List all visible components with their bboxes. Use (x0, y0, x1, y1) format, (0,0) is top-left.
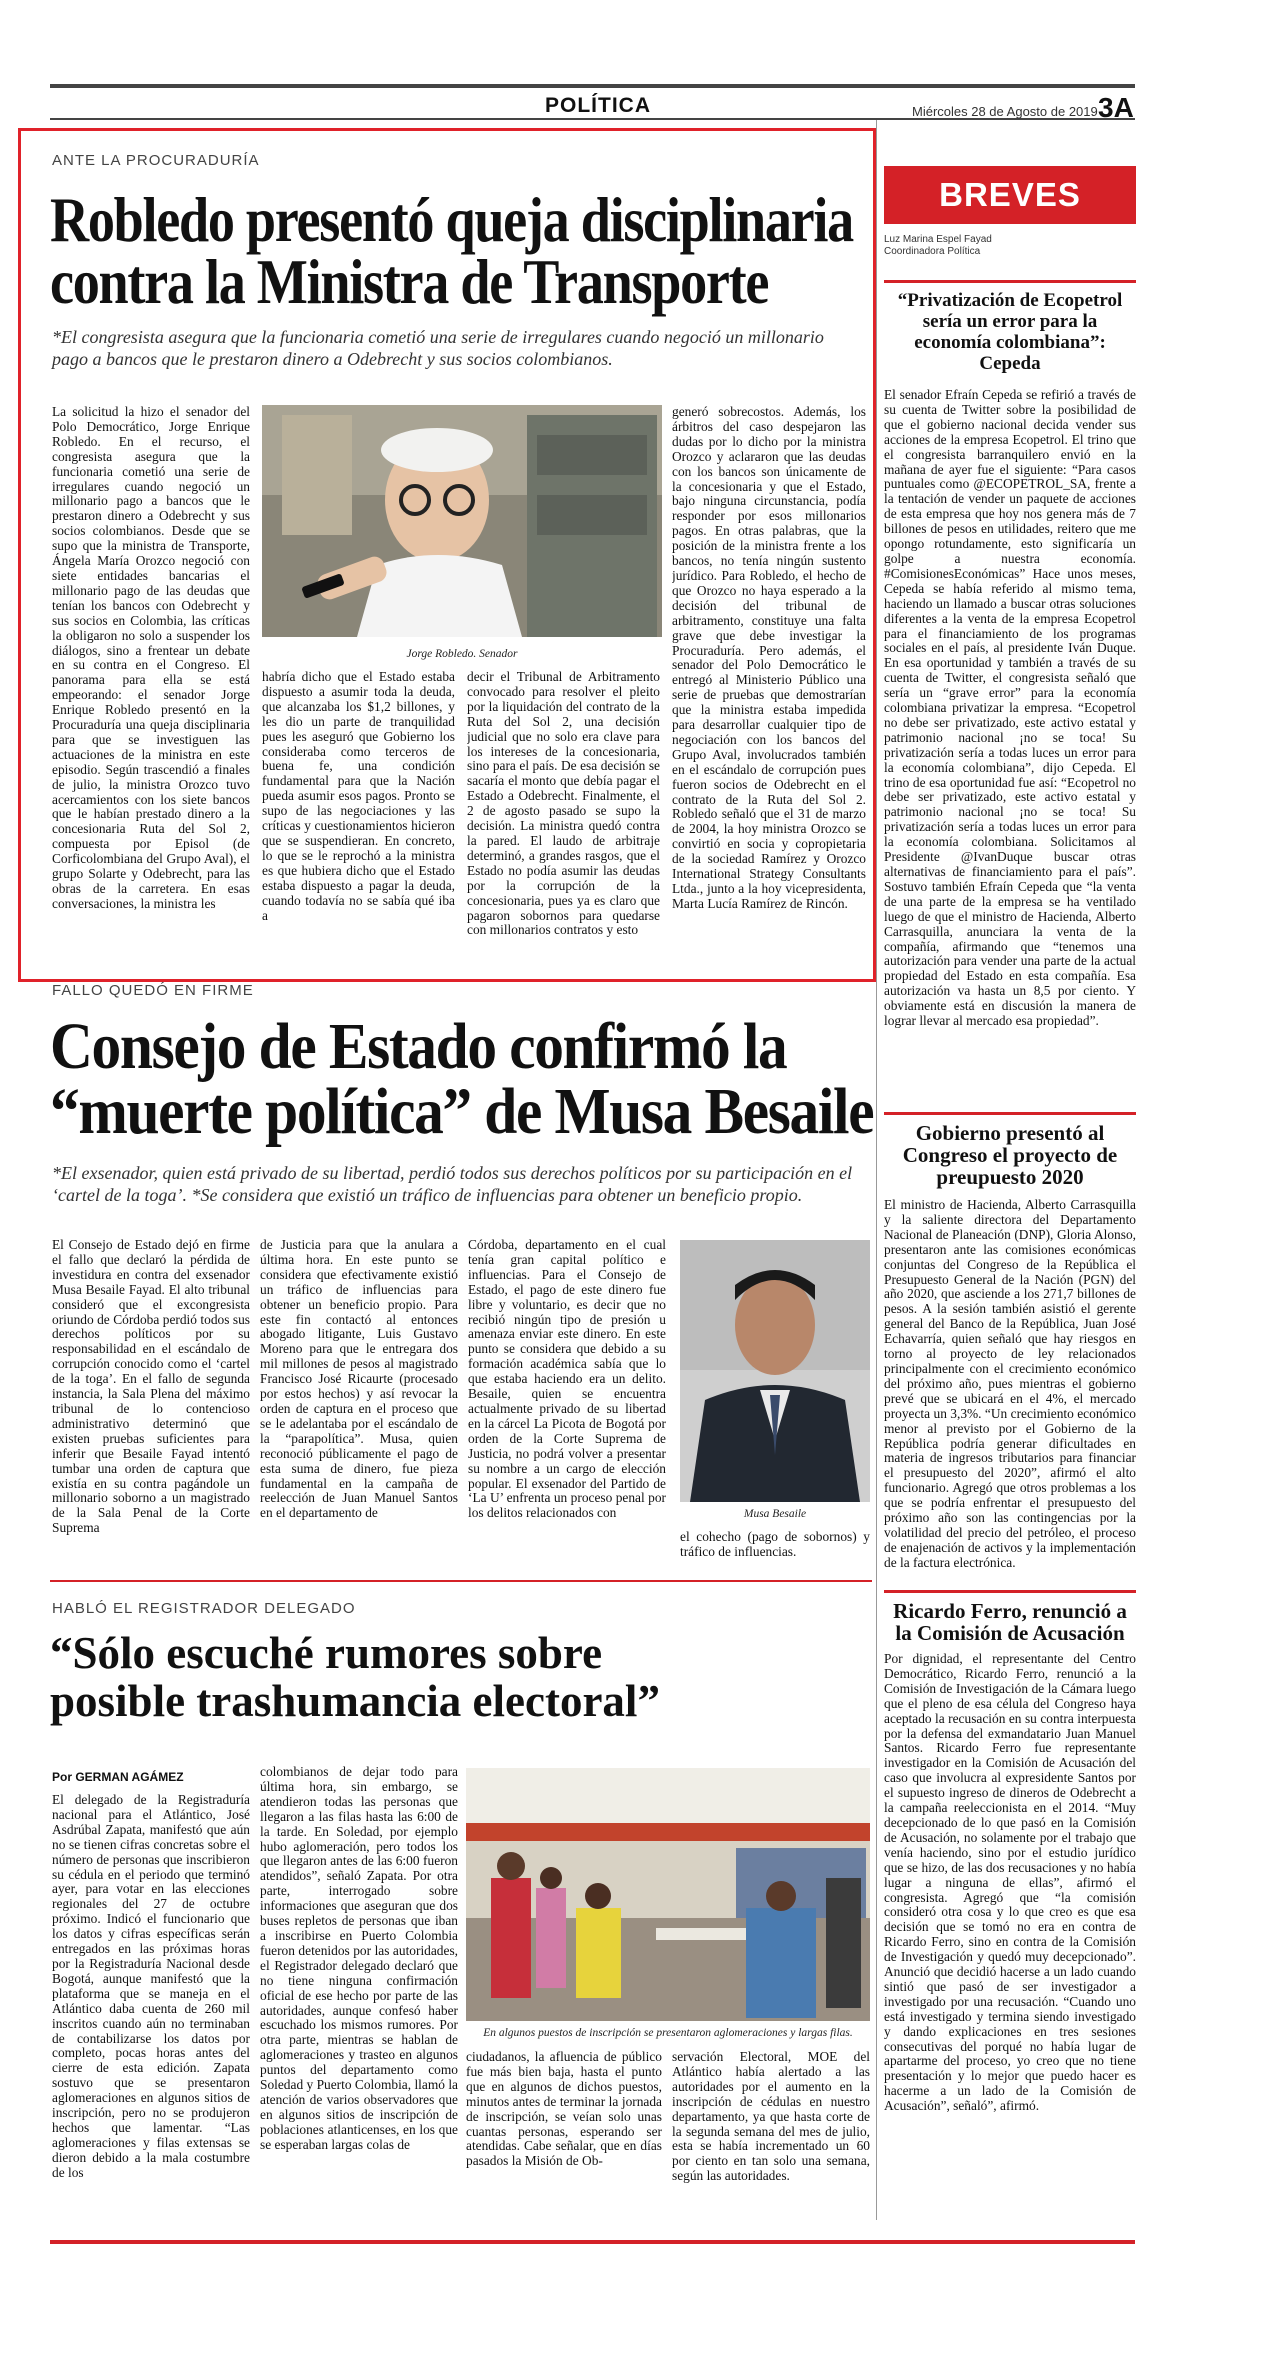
top-rule (50, 84, 1135, 88)
article2-col3: Córdoba, departamento en el cual tenía gran capital político e influencias. Para el Consejo de Estado, el pago de este dinero fue libre y voluntario, es decir que no recibió ningún tipo de presión u amenaza enviar este dinero. En este punto se considera que debido a su formación académica sabía que lo que estaba haciendo era un delito. Besaile, quien se encuentra actualmente privado de su libertad en la cárcel La Picota de Bogotá por orden de la Corte Suprema de Justicia, no podrá volver a presentar su nombre a un cargo de elección popular. El exsenador del Partido de ‘La U’ enfrenta un proceso penal por los delitos relacionados con (468, 1238, 666, 1521)
article2-bottom-rule (50, 1580, 872, 1582)
article2-kicker: FALLO QUEDÓ EN FIRME (52, 982, 254, 999)
bottom-rule (50, 2240, 1135, 2244)
article2-deck: *El exsenador, quien está privado de su libertad, perdió todos sus derechos políticos por su participación en el ‘cartel de la toga’. *Se considera que existió un tráfico de influencias para obtener un beneficio propio. (52, 1163, 853, 1205)
sidebar-rule-2 (884, 1112, 1136, 1115)
section-name: POLÍTICA (545, 94, 651, 117)
besaile-photo (680, 1240, 870, 1502)
brief2-title: Gobierno presentó al Congreso el proyecto de preupuesto 2020 (902, 1121, 1118, 1189)
brief3-title: Ricardo Ferro, renunció a la Comisión de Acusación (893, 1599, 1127, 1645)
registration-queue-photo (466, 1768, 870, 2021)
article1-photo (262, 405, 662, 637)
sidebar-credit-name: Luz Marina Espel Fayad (884, 234, 992, 245)
brief1-body: El senador Efraín Cepeda se refirió a través de su cuenta de Twitter sobre la posibilidad de que el gobierno nacional decida vender sus acciones de la empresa Ecopetrol. El trino que el congresista barranquilero envió en la mañana de ayer fue el siguiente: “Para casos puntuales como @ECOPETROL_SA, frente a la tentación de vender un paquete de acciones de esta empresa que hoy nos genera más de 7 billones de pesos en utilidades, reitero que me opongo rotundamente, esto significaría un golpe a nuestra economía. #ComisionesEconómicas” Hace unos meses, Cepeda se había referido al mismo tema, haciendo un llamado a buscar otras soluciones diferentes a la venta de la empresa Ecopetrol para el financiamiento de los programas sociales en el país, al presidente Iván Duque. En esa oportunidad y también a través de su cuenta de Twitter, el congresista señaló que sería un “grave error” para la economía colombiana privatizar la empresa. “Ecopetrol no debe ser privatizado, este activo estatal y patrimonio nacional ¡no se toca! Su privatización sería a todas luces un error para la economía colombiana”, dijo Cepeda. El trino de esa oportunidad fue así: “Ecopetrol no debe ser privatizado, este activo estatal y patrimonio nacional ¡no se toca! Su privatización sería a todas luces un error para la economía colombiana. Solicitamos al Presidente @IvanDuque buscar otras alternativas de financiamiento para el país”. Sostuvo también Efraín Cepeda que “la venta de una parte de la empresa se ha ventilado luego de que el ministro de Hacienda, Alberto Carrasquilla, anunciara la venta de la compañía, afirmando que “tenemos una autorización para vender una parte de la actual propiedad del Estado en esta compañía. Esa autorización va hasta un 8,5 por ciento. Y obviamente está en discusión la manera de lograr llevar al mercado esa propiedad”. (884, 388, 1136, 1029)
article1-photo-caption: Jorge Robledo. Senador (406, 648, 518, 660)
brief1-title: “Privatización de Ecopetrol sería un error para la economía colombiana”: Cepeda (897, 290, 1123, 374)
article2-col4: el cohecho (pago de sobornos) y tráfico de influencias. (680, 1530, 870, 1559)
article1-col4: generó sobrecostos. Además, los árbitros del caso despejaron las dudas por lo dicho por la ministra Orozco y aclararon que las deudas con los bancos son únicamente de la concesionaria y que el Estado, bajo ninguna circunstancia, podía responder por esos millonarios pagos. En otras palabras, que la posición de la ministra frente a los bancos, no tenía ningún sustento jurídico. Para Robledo, el hecho de que Orozco no haya esperado a la decisión del tribunal de arbitramento, constituye una falta grave que debe investigar la Procuraduría. Pero además, el senador del Polo Democrático le entregó al Ministerio Público una serie de pruebas que demostrarían que la ministra estaba impedida para desarrollar cualquier tipo de negociación con los bancos del Grupo Aval, involucrados también en el escándalo de corrupción pues fueron socios de Odebrecht en el contrato de la Ruta del Sol 2. Robledo señaló que el 31 de marzo de 2004, la hoy ministra Orozco se convirtió en socia y copropietaria de la sociedad Ramírez y Orozco International Strategy Consultants Ltda., junto a la hoy vicepresidenta, Marta Lucía Ramírez de Rincón. (672, 405, 866, 911)
article2-col1: El Consejo de Estado dejó en firme el fallo que declaró la pérdida de investidura en contra del exsenador Musa Besaile Fayad. El alto tribunal consideró que el excongresista oriundo de Córdoba perdió todos sus derechos políticos por su responsabilidad en el escándalo de corrupción conocido como el ‘cartel de la toga’. En el fallo de segunda instancia, la Sala Plena del máximo tribunal de lo contencioso administrativo determinó que existen pruebas suficientes para inferir que Besaile Fayad intentó tumbar una orden de captura que existía en su contra pagándole un millonario soborno a un magistrado de la Sala Penal de la Corte Suprema (52, 1238, 250, 1536)
article3-byline: Por GERMAN AGÁMEZ (52, 1770, 184, 1784)
breves-banner: BREVES (884, 166, 1136, 224)
article2-headline-line2: “muerte política” de Musa Besaile (50, 1075, 874, 1148)
article2-photo (680, 1240, 870, 1502)
article2-col2: de Justicia para que la anulara a última hora. En este punto se considera que efectivamente existió un tráfico de influencias para obtener un beneficio propio. Para este fin contactó al entonces abogado litigante, Luis Gustavo Moreno para que le entregara dos mil millones de pesos al magistrado Francisco José Ricaurte (procesado por estos hechos) y así revocar la orden de captura en el proceso que se le adelantaba por el escándalo de la “parapolítica”. Musa, quien reconoció públicamente el pago de esta suma de dinero, fue pieza fundamental en la campaña de reelección de Juan Manuel Santos en el departamento de (260, 1238, 458, 1521)
article1-headline-line1: Robledo presentó queja disciplinaria (50, 185, 853, 255)
article1-col2: habría dicho que el Estado estaba dispuesto a asumir toda la deuda, que alcanzaba los $1,2 billones, y les dio un parte de tranquilidad pues les aseguró que Gobierno los consideraba como terceros de buena fe, una condición fundamental para que la Nación pueda asumir esos pagos. Pronto se supo de las negociaciones y las críticas y cuestionamientos hicieron que se suspendieran. En concreto, lo que se le reprochó a la ministra es que hubiera dicho que el Estado estaba dispuesto a pagar la deuda, cuando todavía no se sabía qué iba a (262, 670, 455, 923)
article1-deck: *El congresista asegura que la funcionaria cometió una serie de irregulares cuando negoció un millonario pago a bancos que le prestaron dinero a Odebrecht y sus socios colombianos. (52, 327, 824, 369)
article3-col3: ciudadanos, la afluencia de público fue más bien baja, hasta el punto que en algunos de dichos puestos, minutos antes de terminar la jornada de inscripción, se veían solo unas cuantas personas, esperando ser atendidas. Cabe señalar, que en días pasados la Misión de Ob- (466, 2050, 662, 2169)
brief3-body: Por dignidad, el representante del Centro Democrático, Ricardo Ferro, renunció a la Comisión de Investigación de la Cámara luego que el pleno de esa célula del Congreso haya aceptado la recusación en su contra interpuesta por la defensa del exmandatario Juan Manuel Santos. Ricardo Ferro fue representante investigador en la Comisión de Acusación del caso que involucra al expresidente Santos por el supuesto ingreso de dineros de Odebrecht a la campaña reeleccionista en el 2014. “Muy decepcionado de lo que pasó en la Comisión de Acusación, no solamente por el trabajo que venía haciendo, sino por el estudio jurídico que se hizo, de las dos recusaciones y no había lugar a ninguna de ellas”, afirmó el congresista. Agregó que “la comisión consideró otra cosa y lo que creo es que esa decisión que se tomó no era en contra de Ricardo Ferro, sino en contra de la Comisión de Investigación y quedó muy decepcionado”. Anunció que decidió hacerse a un lado cuando sintió que pasó de ser investigador a investigado por una recusación. “Cuando uno está investigado y termina siendo investigado y dando explicaciones en tres sesiones consecutivas del porqué no había lugar de apartarme del proceso, yo creo que no tiene presentación y lo mejor que puedo hacer es hacerme a un lado de la Comisión de Acusación”, señaló”, afirmó. (884, 1652, 1136, 2114)
sidebar-credit-role: Coordinadora Política (884, 246, 981, 257)
robledo-photo (262, 405, 662, 637)
article1-kicker: ANTE LA PROCURADURÍA (52, 152, 260, 169)
article1-col3: decir el Tribunal de Arbitramento convocado para resolver el pleito por la liquidación del contrato de la Ruta del Sol 2, una decisión judicial que no solo era clave para los intereses de la concesionaria, sino para el país. De esa decisión se sacaría el monto que debía pagar el Estado a Odebrecht. Finalmente, el 2 de agosto pasado se supo la decisión. La ministra quedó contra la pared. El laudo de arbitraje determinó, a grandes rasgos, que el Estado no podía asumir las deudas por la corrupción de la concesionaria, pues ya es claro que pagaron sobornos para quedarse con millonarios contratos y esto (467, 670, 660, 938)
article3-photo-caption: En algunos puestos de inscripción se presentaron aglomeraciones y largas filas. (483, 2027, 853, 2039)
brief2-body: El ministro de Hacienda, Alberto Carrasquilla y la saliente directora del Departamento Nacional de Planeación (DNP), Gloria Alonso, presentaron ante las comisiones económicas conjuntas del Congreso de la República el Presupuesto General de la Nación (PGN) del año 2020, que asciende a los 271,7 billones de pesos. A la sesión también asistió el gerente general del Banco de la República, Juan José Echavarría, quien señaló que hay riesgos en torno al proyecto de ley relacionados principalmente con el crecimiento económico del próximo año, pues mientras el gobierno prevé que se ubicará en el 4%, el mercado proyecta un 3,3%. “Un crecimiento económico menor al previsto por el Gobierno de la República podría generar dificultades en materia de ingresos tributarios para financiar el presupuesto del 2020”, afirmó el alto funcionario. Agregó que otros problemas a los que se podría enfrentar el presupuesto del próximo año son las contingencias por la volatilidad del precio del petróleo, el proceso de enajenación de activos y la implementación de la factura electrónica. (884, 1198, 1136, 1570)
article3-photo (466, 1768, 870, 2021)
article3-col4: servación Electoral, MOE del Atlántico había alertado a las autoridades por el aumento en la inscripción de cédulas en nuestro departamento, ya que hasta corte de la segunda semana del mes de julio, esta se había incrementado un 60 por ciento en tan solo una semana, según las autoridades. (672, 2050, 870, 2184)
article2-headline-line1: Consejo de Estado confirmó la (50, 1010, 787, 1083)
article3-headline-line2: posible trashumancia electoral” (50, 1676, 660, 1726)
article3-col2: colombianos de dejar todo para última hora, sin embargo, se atendieron todas las personas que llegaron a las filas hasta las 6:00 de la tarde. En Soledad, por ejemplo hubo aglomeración, pero todos los que llegaron antes de las 6:00 fueron atendidos”, señaló Zapata. Por otra parte, interrogado sobre informaciones que aseguran que dos buses repletos de personas que iban a inscribirse en Puerto Colombia fueron detenidos por las autoridades, el Registrador delegado declaró que no tiene ninguna confirmación oficial de ese hecho por parte de las autoridades, aunque confesó haber escuchado los mismos rumores. Por otra parte, mientras se hablan de aglomeraciones y trasteo en algunos puntos del departamento como Soledad y Puerto Colombia, llamó la atención de varios observadores que en algunos sitios de inscripción de poblaciones atlanticenses, en los que se esperaban largas colas de (260, 1765, 458, 2152)
issue-date: Miércoles 28 de Agosto de 2019 (912, 104, 1098, 119)
sidebar-rule-1 (884, 280, 1136, 283)
article1-col1: La solicitud la hizo el senador del Polo Democrático, Jorge Enrique Robledo. En el recurso, el congresista asegura que la funcionaria cometió una serie de irregulares cuando negoció un millonario pago a bancos que le prestaron dinero a Odebrecht y sus socios colombianos. Desde que se supo que la ministra de Transporte, Ángela María Orozco negoció con siete entidades bancarias el millonario pago de las deudas que tenían los bancos con Odebrecht y sus socios en Colombia, las críticas la obligaron no solo a suspender los diálogos, sino a frentear un debate en su contra en el Congreso. El panorama para ella se está empeorando: el senador Jorge Enrique Robledo presentó en la Procuraduría una queja disciplinaria para que se investiguen las actuaciones de la ministra en este episodio. Según trascendió a finales de julio, la ministra Orozco tuvo acercamientos con los siete bancos que le habían prestado dinero a la concesionaria Ruta del Sol 2, compuesta por Episol (de Corficolombiana del Grupo Aval), el grupo Solarte y Odebrecht, para las obras de la carretera. En esas conversaciones, la ministra les (52, 405, 250, 911)
sidebar-divider (876, 120, 877, 2220)
article3-col1: El delegado de la Registraduría nacional para el Atlántico, José Asdrúbal Zapata, manifestó que aún no se tienen cifras concretas sobre el número de personas que inscribieron su cédula en el periodo que terminó ayer, para votar en las elecciones regionales del 27 de octubre próximo. Indicó el funcionario que los datos y cifras específicas serán entregados en las próximas horas por la Registraduría Nacional desde Bogotá, aunque manifestó que la plataforma que se maneja en el Atlántico daba cuenta de 260 mil inscritos cuando aún no terminaban de contabilizarse los datos por completo, pocas horas antes del cierre de esta edición. Zapata sostuvo que se presentaron aglomeraciones en algunos sitios de inscripción, pero no se produjeron hechos que lamentar. “Las aglomeraciones y filas extensas se dieron debido a la mala costumbre de los (52, 1793, 250, 2180)
article2-photo-caption: Musa Besaile (743, 1508, 807, 1520)
article1-headline-line2: contra la Ministra de Transporte (50, 247, 769, 317)
sidebar-rule-3 (884, 1590, 1136, 1593)
article3-headline-line1: “Sólo escuché rumores sobre (50, 1628, 603, 1678)
page-number: 3A (1098, 92, 1134, 123)
article3-kicker: HABLÓ EL REGISTRADOR DELEGADO (52, 1600, 356, 1617)
